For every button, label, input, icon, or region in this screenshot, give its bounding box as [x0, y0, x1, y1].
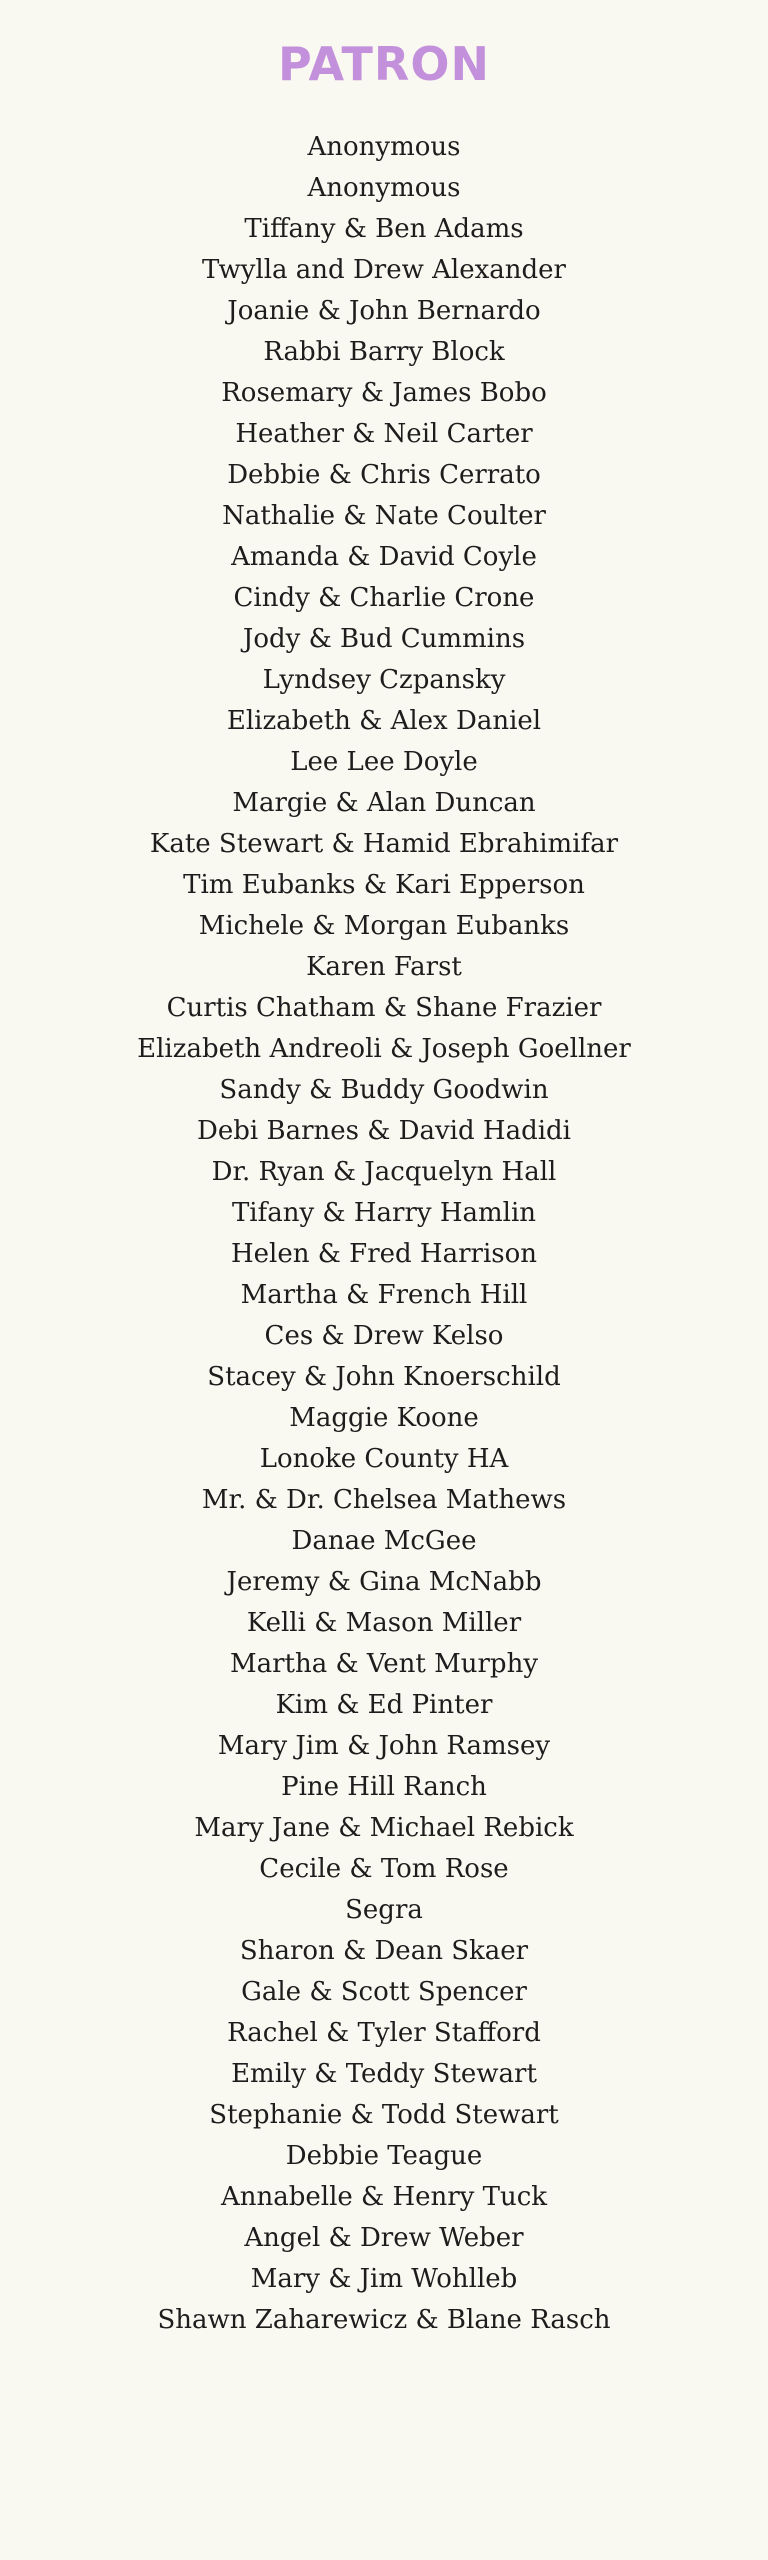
patron-name: Rosemary & James Bobo [221, 378, 547, 408]
patron-name: Margie & Alan Duncan [232, 788, 536, 818]
patron-name: Elizabeth & Alex Daniel [226, 706, 542, 736]
patron-name: Emily & Teddy Stewart [231, 2059, 537, 2089]
patron-name: Sharon & Dean Skaer [239, 1936, 529, 1966]
patron-name: Annabelle & Henry Tuck [220, 2182, 548, 2212]
patron-name: Shawn Zaharewicz & Blane Rasch [157, 2305, 611, 2335]
patron-name: Anonymous [307, 173, 461, 203]
patron-name: Curtis Chatham & Shane Frazier [166, 993, 602, 1023]
patron-name: Jody & Bud Cummins [242, 624, 526, 654]
patron-name: Joanie & John Bernardo [227, 296, 541, 326]
patron-name: Mary Jim & John Ramsey [217, 1731, 551, 1761]
patron-name: Gale & Scott Spencer [241, 1977, 527, 2007]
patron-name: Stephanie & Todd Stewart [209, 2100, 559, 2130]
patron-name: Amanda & David Coyle [231, 542, 537, 572]
patron-name: Mary & Jim Wohlleb [250, 2264, 518, 2294]
patron-name: Tiffany & Ben Adams [244, 214, 524, 244]
patron-name: Cindy & Charlie Crone [233, 583, 535, 613]
patron-name: Stacey & John Knoerschild [207, 1362, 561, 1392]
patron-name: Tifany & Harry Hamlin [231, 1198, 537, 1228]
patron-name: Debbie & Chris Cerrato [227, 460, 541, 490]
patron-name: Segra [345, 1895, 423, 1925]
patron-name: Debi Barnes & David Hadidi [197, 1116, 571, 1146]
patron-name: Heather & Neil Carter [235, 419, 533, 449]
patron-name: Cecile & Tom Rose [259, 1854, 509, 1884]
patron-name: Nathalie & Nate Coulter [222, 501, 546, 531]
patron-name: Rachel & Tyler Stafford [227, 2018, 541, 2048]
patron-name: Michele & Morgan Eubanks [198, 911, 570, 941]
patron-name: Sandy & Buddy Goodwin [219, 1075, 549, 1105]
patron-name: Karen Farst [306, 952, 462, 982]
section-heading: PATRON [278, 37, 490, 91]
patron-name: Anonymous [307, 132, 461, 162]
patron-name: Helen & Fred Harrison [230, 1239, 538, 1269]
patron-name: Mr. & Dr. Chelsea Mathews [201, 1485, 567, 1515]
patron-name: Danae McGee [291, 1526, 477, 1556]
patron-name: Lyndsey Czpansky [262, 665, 506, 695]
patron-name: Kim & Ed Pinter [275, 1690, 493, 1720]
patron-name: Martha & Vent Murphy [229, 1649, 539, 1679]
patron-name: Maggie Koone [289, 1403, 479, 1433]
patron-name: Rabbi Barry Block [263, 337, 505, 367]
patron-name: Mary Jane & Michael Rebick [194, 1813, 574, 1843]
patron-name: Tim Eubanks & Kari Epperson [183, 870, 585, 900]
patron-name: Twylla and Drew Alexander [202, 255, 566, 285]
patron-names-list [0, 127, 768, 2341]
patron-name: Angel & Drew Weber [244, 2223, 524, 2253]
patron-name: Jeremy & Gina McNabb [226, 1567, 542, 1597]
patron-name: Debbie Teague [285, 2141, 483, 2171]
patron-name: Ces & Drew Kelso [264, 1321, 504, 1351]
patron-name: Dr. Ryan & Jacquelyn Hall [211, 1157, 557, 1187]
patron-name: Martha & French Hill [240, 1280, 528, 1310]
patron-name: Lonoke County HA [259, 1444, 509, 1474]
patron-name: Elizabeth Andreoli & Joseph Goellner [137, 1034, 631, 1064]
patron-name: Kelli & Mason Miller [246, 1608, 522, 1638]
patron-name: Kate Stewart & Hamid Ebrahimifar [149, 829, 619, 859]
patron-name: Lee Lee Doyle [290, 747, 478, 777]
patron-name: Pine Hill Ranch [281, 1772, 487, 1802]
